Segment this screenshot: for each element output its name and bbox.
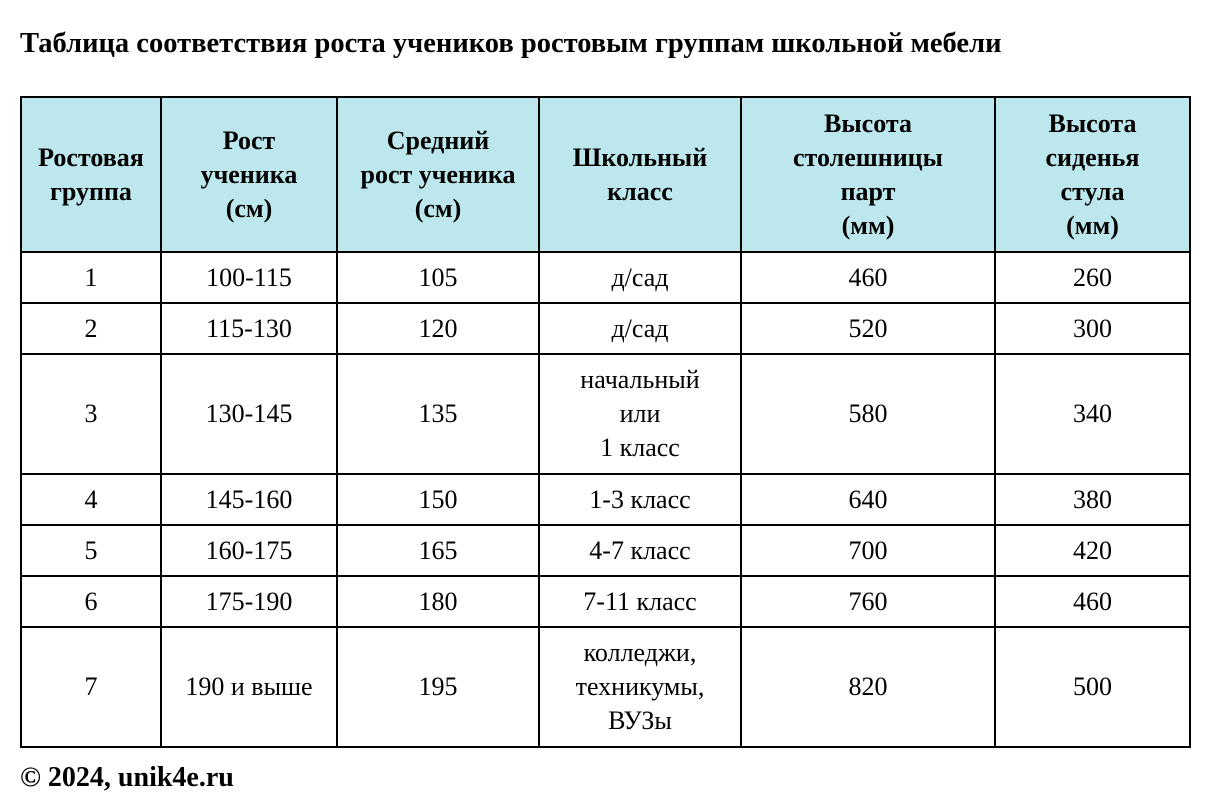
cell-group: 2 <box>21 303 161 354</box>
table-row <box>21 576 1190 627</box>
cell-group: 4 <box>21 474 161 525</box>
table-row <box>21 627 1190 747</box>
page-title: Таблица соответствия роста учеников ростовым группам школьной мебели <box>20 28 1002 59</box>
cell-grade: 4-7 класс <box>539 525 741 576</box>
cell-height-range: 100-115 <box>161 252 337 303</box>
table-row <box>21 303 1190 354</box>
cell-group: 5 <box>21 525 161 576</box>
cell-desk-height: 820 <box>741 627 995 747</box>
cell-height-range: 115-130 <box>161 303 337 354</box>
copyright-footer: © 2024, unik4e.ru <box>20 762 234 793</box>
cell-grade: начальный или 1 класс <box>539 354 741 474</box>
header-desk-height: Высота столешницы парт (мм) <box>741 97 995 252</box>
cell-height-range: 130-145 <box>161 354 337 474</box>
table-row <box>21 252 1190 303</box>
cell-average-height: 165 <box>337 525 539 576</box>
cell-height-range: 160-175 <box>161 525 337 576</box>
cell-desk-height: 640 <box>741 474 995 525</box>
cell-group: 7 <box>21 627 161 747</box>
cell-average-height: 135 <box>337 354 539 474</box>
cell-group: 6 <box>21 576 161 627</box>
cell-height-range: 175-190 <box>161 576 337 627</box>
cell-average-height: 120 <box>337 303 539 354</box>
cell-seat-height: 380 <box>995 474 1190 525</box>
cell-seat-height: 340 <box>995 354 1190 474</box>
cell-seat-height: 500 <box>995 627 1190 747</box>
cell-average-height: 195 <box>337 627 539 747</box>
cell-seat-height: 420 <box>995 525 1190 576</box>
cell-average-height: 105 <box>337 252 539 303</box>
cell-seat-height: 260 <box>995 252 1190 303</box>
cell-height-range: 145-160 <box>161 474 337 525</box>
cell-grade: 1-3 класс <box>539 474 741 525</box>
cell-average-height: 180 <box>337 576 539 627</box>
header-school-grade: Школьный класс <box>539 97 741 252</box>
cell-group: 3 <box>21 354 161 474</box>
height-groups-table <box>20 96 1191 748</box>
header-height-group: Ростовая группа <box>21 97 161 252</box>
cell-height-range: 190 и выше <box>161 627 337 747</box>
table-row <box>21 474 1190 525</box>
cell-seat-height: 460 <box>995 576 1190 627</box>
cell-grade: д/сад <box>539 252 741 303</box>
table-row <box>21 525 1190 576</box>
header-seat-height: Высота сиденья стула (мм) <box>995 97 1190 252</box>
cell-desk-height: 580 <box>741 354 995 474</box>
cell-grade: д/сад <box>539 303 741 354</box>
cell-grade: 7-11 класс <box>539 576 741 627</box>
cell-group: 1 <box>21 252 161 303</box>
cell-desk-height: 460 <box>741 252 995 303</box>
cell-seat-height: 300 <box>995 303 1190 354</box>
header-student-height: Рост ученика (см) <box>161 97 337 252</box>
table-row <box>21 354 1190 474</box>
table-header-row <box>21 97 1190 252</box>
cell-average-height: 150 <box>337 474 539 525</box>
header-average-height: Средний рост ученика (см) <box>337 97 539 252</box>
cell-desk-height: 520 <box>741 303 995 354</box>
cell-desk-height: 700 <box>741 525 995 576</box>
cell-grade: колледжи, техникумы, ВУЗы <box>539 627 741 747</box>
cell-desk-height: 760 <box>741 576 995 627</box>
